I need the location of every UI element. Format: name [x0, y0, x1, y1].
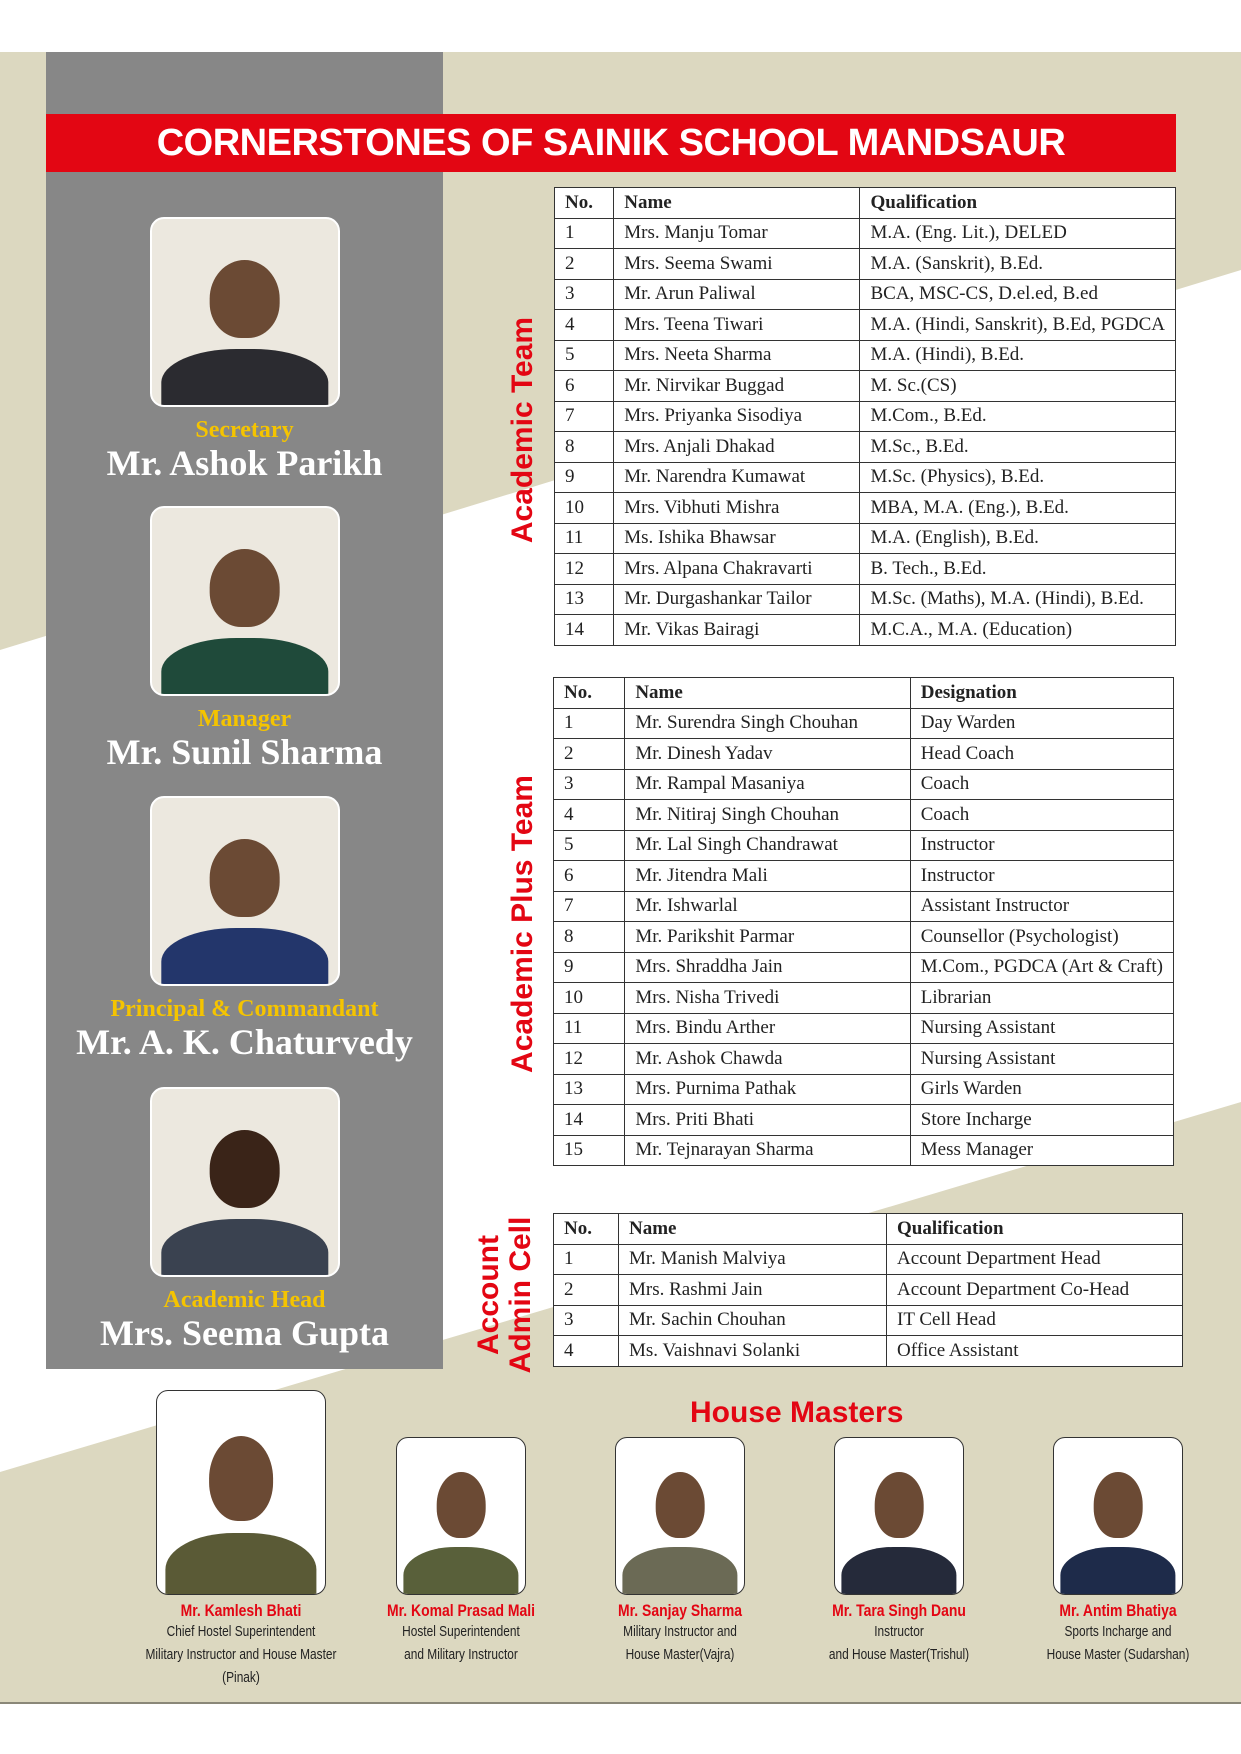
table-cell: 3 [554, 769, 625, 800]
table-cell: 8 [554, 922, 625, 953]
table-cell: Instructor [910, 830, 1173, 861]
house-master-card [121, 1390, 361, 1690]
table-cell: Counsellor (Psychologist) [910, 922, 1173, 953]
table-cell: Nursing Assistant [910, 1013, 1173, 1044]
table-cell: 10 [555, 493, 614, 524]
table-cell: Mr. Jitendra Mali [625, 861, 910, 892]
table-row [555, 615, 1176, 646]
leader-role: Academic Head [163, 1287, 326, 1313]
table-cell: Ms. Ishika Bhawsar [614, 523, 860, 554]
table-cell: B. Tech., B.Ed. [860, 554, 1176, 585]
bottom-divider [0, 1702, 1241, 1704]
table-cell: Mess Manager [910, 1135, 1173, 1166]
table-cell: 4 [555, 310, 614, 341]
table-row [554, 1044, 1174, 1075]
table-header-row [555, 188, 1176, 219]
table-cell: Head Coach [910, 739, 1173, 770]
table-row [555, 401, 1176, 432]
table-cell: 6 [554, 861, 625, 892]
house-master-name: Mr. Komal Prasad Mali [387, 1601, 535, 1620]
table-row [554, 1013, 1174, 1044]
table-cell: 10 [554, 983, 625, 1014]
table-cell: 12 [555, 554, 614, 585]
table-row [555, 218, 1176, 249]
table-cell: 4 [554, 800, 625, 831]
table-cell: 11 [555, 523, 614, 554]
table-cell: Mrs. Neeta Sharma [614, 340, 860, 371]
table-cell: M.A. (Sanskrit), B.Ed. [860, 249, 1176, 280]
table-row [555, 310, 1176, 341]
table-cell: 14 [554, 1105, 625, 1136]
table-row [555, 279, 1176, 310]
house-master-role-line1: Military Instructor and [623, 1624, 737, 1640]
table-cell: Day Warden [910, 708, 1173, 739]
leader-name: Mr. A. K. Chaturvedy [76, 1022, 413, 1062]
table-cell: 1 [554, 1244, 619, 1275]
leader-card-academic-head [46, 1087, 443, 1353]
label-line-2: Admin Cell [504, 1216, 537, 1374]
house-master-name: Mr. Sanjay Sharma [618, 1601, 742, 1620]
table-row [555, 462, 1176, 493]
table-cell: Mrs. Teena Tiwari [614, 310, 860, 341]
table-cell: Mrs. Bindu Arther [625, 1013, 910, 1044]
table-cell: 15 [554, 1135, 625, 1166]
house-master-role-line1: Sports Incharge and [1064, 1624, 1172, 1640]
account-admin-cell-table [553, 1213, 1183, 1367]
table-cell: Mrs. Shraddha Jain [625, 952, 910, 983]
table-header-row [554, 1214, 1183, 1245]
table-cell: Coach [910, 769, 1173, 800]
table-cell: MBA, M.A. (Eng.), B.Ed. [860, 493, 1176, 524]
table-cell: M.Sc. (Maths), M.A. (Hindi), B.Ed. [860, 584, 1176, 615]
house-master-card [341, 1437, 581, 1667]
table-cell: BCA, MSC-CS, D.el.ed, B.ed [860, 279, 1176, 310]
leader-name: Mr. Ashok Parikh [106, 443, 383, 483]
table-row [554, 800, 1174, 831]
academic-plus-team-table [553, 677, 1174, 1166]
table-cell: Coach [910, 800, 1173, 831]
column-header: No. [554, 678, 625, 709]
table-cell: Mrs. Nisha Trivedi [625, 983, 910, 1014]
table-cell: Mr. Tejnarayan Sharma [625, 1135, 910, 1166]
table-cell: Mrs. Seema Swami [614, 249, 860, 280]
table-row [554, 861, 1174, 892]
table-cell: 2 [554, 739, 625, 770]
column-header: Name [619, 1214, 887, 1245]
house-master-role-line2: Military Instructor and House Master (Pinak) [145, 1647, 337, 1686]
house-master-photo [834, 1437, 964, 1595]
table-cell: 7 [555, 401, 614, 432]
table-cell: Girls Warden [910, 1074, 1173, 1105]
table-row [555, 371, 1176, 402]
house-master-role-line2: and House Master(Trishul) [828, 1647, 970, 1663]
table-row [554, 1275, 1183, 1306]
leader-card-manager [46, 506, 443, 772]
table-cell: M.Com., PGDCA (Art & Craft) [910, 952, 1173, 983]
house-master-role-line1: Chief Hostel Superintendent [166, 1624, 316, 1640]
table-cell: Mr. Ashok Chawda [625, 1044, 910, 1075]
table-cell: 11 [554, 1013, 625, 1044]
table-cell: Mrs. Manju Tomar [614, 218, 860, 249]
academic-plus-team-label: Academic Plus Team [506, 775, 539, 1073]
table-cell: 2 [554, 1275, 619, 1306]
table-cell: Mrs. Vibhuti Mishra [614, 493, 860, 524]
table-row [555, 432, 1176, 463]
table-cell: Mrs. Alpana Chakravarti [614, 554, 860, 585]
table-cell: 1 [554, 708, 625, 739]
table-row [554, 952, 1174, 983]
table-cell: Mrs. Purnima Pathak [625, 1074, 910, 1105]
table-cell: Account Department Co-Head [887, 1275, 1183, 1306]
table-row [554, 891, 1174, 922]
table-cell: 12 [554, 1044, 625, 1075]
label-line-1: Account [472, 1235, 505, 1355]
house-master-card [998, 1437, 1238, 1667]
column-header: Designation [910, 678, 1173, 709]
table-cell: Librarian [910, 983, 1173, 1014]
table-row [555, 554, 1176, 585]
table-row [554, 1105, 1174, 1136]
house-master-name: Mr. Kamlesh Bhati [180, 1601, 302, 1620]
table-cell: M.A. (Hindi), B.Ed. [860, 340, 1176, 371]
column-header: Qualification [887, 1214, 1183, 1245]
table-cell: M.A. (Eng. Lit.), DELED [860, 218, 1176, 249]
house-master-role-line2: House Master(Vajra) [625, 1647, 735, 1663]
leader-card-secretary [46, 217, 443, 483]
table-cell: Mrs. Anjali Dhakad [614, 432, 860, 463]
table-cell: Mrs. Priti Bhati [625, 1105, 910, 1136]
table-cell: Mr. Nitiraj Singh Chouhan [625, 800, 910, 831]
table-cell: Mr. Parikshit Parmar [625, 922, 910, 953]
table-cell: 3 [555, 279, 614, 310]
table-row [555, 523, 1176, 554]
table-row [554, 1336, 1183, 1367]
academic-team-table [554, 187, 1176, 646]
column-header: Qualification [860, 188, 1176, 219]
table-cell: Nursing Assistant [910, 1044, 1173, 1075]
house-master-role-line1: Instructor [874, 1624, 924, 1640]
house-master-photo [1053, 1437, 1183, 1595]
table-cell: 5 [554, 830, 625, 861]
table-row [554, 1305, 1183, 1336]
house-master-photo [615, 1437, 745, 1595]
leader-role: Secretary [195, 417, 294, 443]
table-row [554, 769, 1174, 800]
table-cell: Mrs. Rashmi Jain [619, 1275, 887, 1306]
page-title-banner: CORNERSTONES OF SAINIK SCHOOL MANDSAUR [46, 114, 1176, 172]
house-master-name: Mr. Tara Singh Danu [832, 1601, 966, 1620]
table-cell: M. Sc.(CS) [860, 371, 1176, 402]
table-row [555, 340, 1176, 371]
table-cell: M.Sc. (Physics), B.Ed. [860, 462, 1176, 493]
table-cell: Mr. Lal Singh Chandrawat [625, 830, 910, 861]
table-row [554, 708, 1174, 739]
house-master-card [779, 1437, 1019, 1667]
table-cell: M.A. (English), B.Ed. [860, 523, 1176, 554]
leader-card-principal [46, 796, 443, 1062]
table-cell: Mr. Narendra Kumawat [614, 462, 860, 493]
table-cell: 7 [554, 891, 625, 922]
table-cell: Mr. Surendra Singh Chouhan [625, 708, 910, 739]
account-admin-cell-label [473, 1205, 539, 1385]
table-row [554, 983, 1174, 1014]
table-cell: 8 [555, 432, 614, 463]
table-cell: 4 [554, 1336, 619, 1367]
table-cell: 6 [555, 371, 614, 402]
column-header: Name [614, 188, 860, 219]
house-master-role-line2: House Master (Sudarshan) [1046, 1647, 1190, 1663]
leader-role: Manager [197, 706, 292, 732]
house-master-card [560, 1437, 800, 1667]
table-cell: M.C.A., M.A. (Education) [860, 615, 1176, 646]
table-cell: Mr. Sachin Chouhan [619, 1305, 887, 1336]
table-row [554, 1074, 1174, 1105]
table-cell: Ms. Vaishnavi Solanki [619, 1336, 887, 1367]
table-cell: 9 [554, 952, 625, 983]
column-header: No. [555, 188, 614, 219]
table-cell: Mr. Arun Paliwal [614, 279, 860, 310]
leader-role: Principal & Commandant [110, 996, 379, 1022]
leader-name: Mr. Sunil Sharma [106, 732, 383, 772]
house-masters-title: House Masters [690, 1396, 904, 1429]
table-cell: IT Cell Head [887, 1305, 1183, 1336]
table-row [554, 830, 1174, 861]
column-header: No. [554, 1214, 619, 1245]
table-cell: 3 [554, 1305, 619, 1336]
table-cell: 1 [555, 218, 614, 249]
table-cell: Account Department Head [887, 1244, 1183, 1275]
portrait-photo [150, 796, 340, 986]
table-cell: Mr. Rampal Masaniya [625, 769, 910, 800]
table-row [554, 1135, 1174, 1166]
house-master-photo [396, 1437, 526, 1595]
table-cell: Mr. Vikas Bairagi [614, 615, 860, 646]
table-cell: M.Com., B.Ed. [860, 401, 1176, 432]
table-row [554, 922, 1174, 953]
table-cell: 5 [555, 340, 614, 371]
portrait-photo [150, 506, 340, 696]
table-cell: Mr. Durgashankar Tailor [614, 584, 860, 615]
table-cell: M.Sc., B.Ed. [860, 432, 1176, 463]
portrait-photo [150, 217, 340, 407]
table-cell: Mrs. Priyanka Sisodiya [614, 401, 860, 432]
table-cell: Mr. Nirvikar Buggad [614, 371, 860, 402]
table-cell: 13 [554, 1074, 625, 1105]
table-cell: Assistant Instructor [910, 891, 1173, 922]
table-cell: Mr. Manish Malviya [619, 1244, 887, 1275]
house-master-photo [156, 1390, 326, 1595]
table-row [555, 584, 1176, 615]
table-cell: 9 [555, 462, 614, 493]
column-header: Name [625, 678, 910, 709]
leader-name: Mrs. Seema Gupta [100, 1313, 389, 1353]
table-row [554, 1244, 1183, 1275]
table-row [554, 739, 1174, 770]
portrait-photo [150, 1087, 340, 1277]
table-cell: Store Incharge [910, 1105, 1173, 1136]
academic-team-label: Academic Team [506, 316, 539, 544]
table-header-row [554, 678, 1174, 709]
table-cell: 14 [555, 615, 614, 646]
house-master-role-line1: Hostel Superintendent [402, 1624, 520, 1640]
house-master-role-line2: and Military Instructor [404, 1647, 518, 1663]
house-master-name: Mr. Antim Bhatiya [1059, 1601, 1177, 1620]
table-row [555, 493, 1176, 524]
table-cell: Instructor [910, 861, 1173, 892]
table-cell: Office Assistant [887, 1336, 1183, 1367]
table-cell: Mr. Ishwarlal [625, 891, 910, 922]
table-cell: 13 [555, 584, 614, 615]
table-cell: Mr. Dinesh Yadav [625, 739, 910, 770]
table-cell: 2 [555, 249, 614, 280]
table-cell: M.A. (Hindi, Sanskrit), B.Ed, PGDCA [860, 310, 1176, 341]
table-row [555, 249, 1176, 280]
